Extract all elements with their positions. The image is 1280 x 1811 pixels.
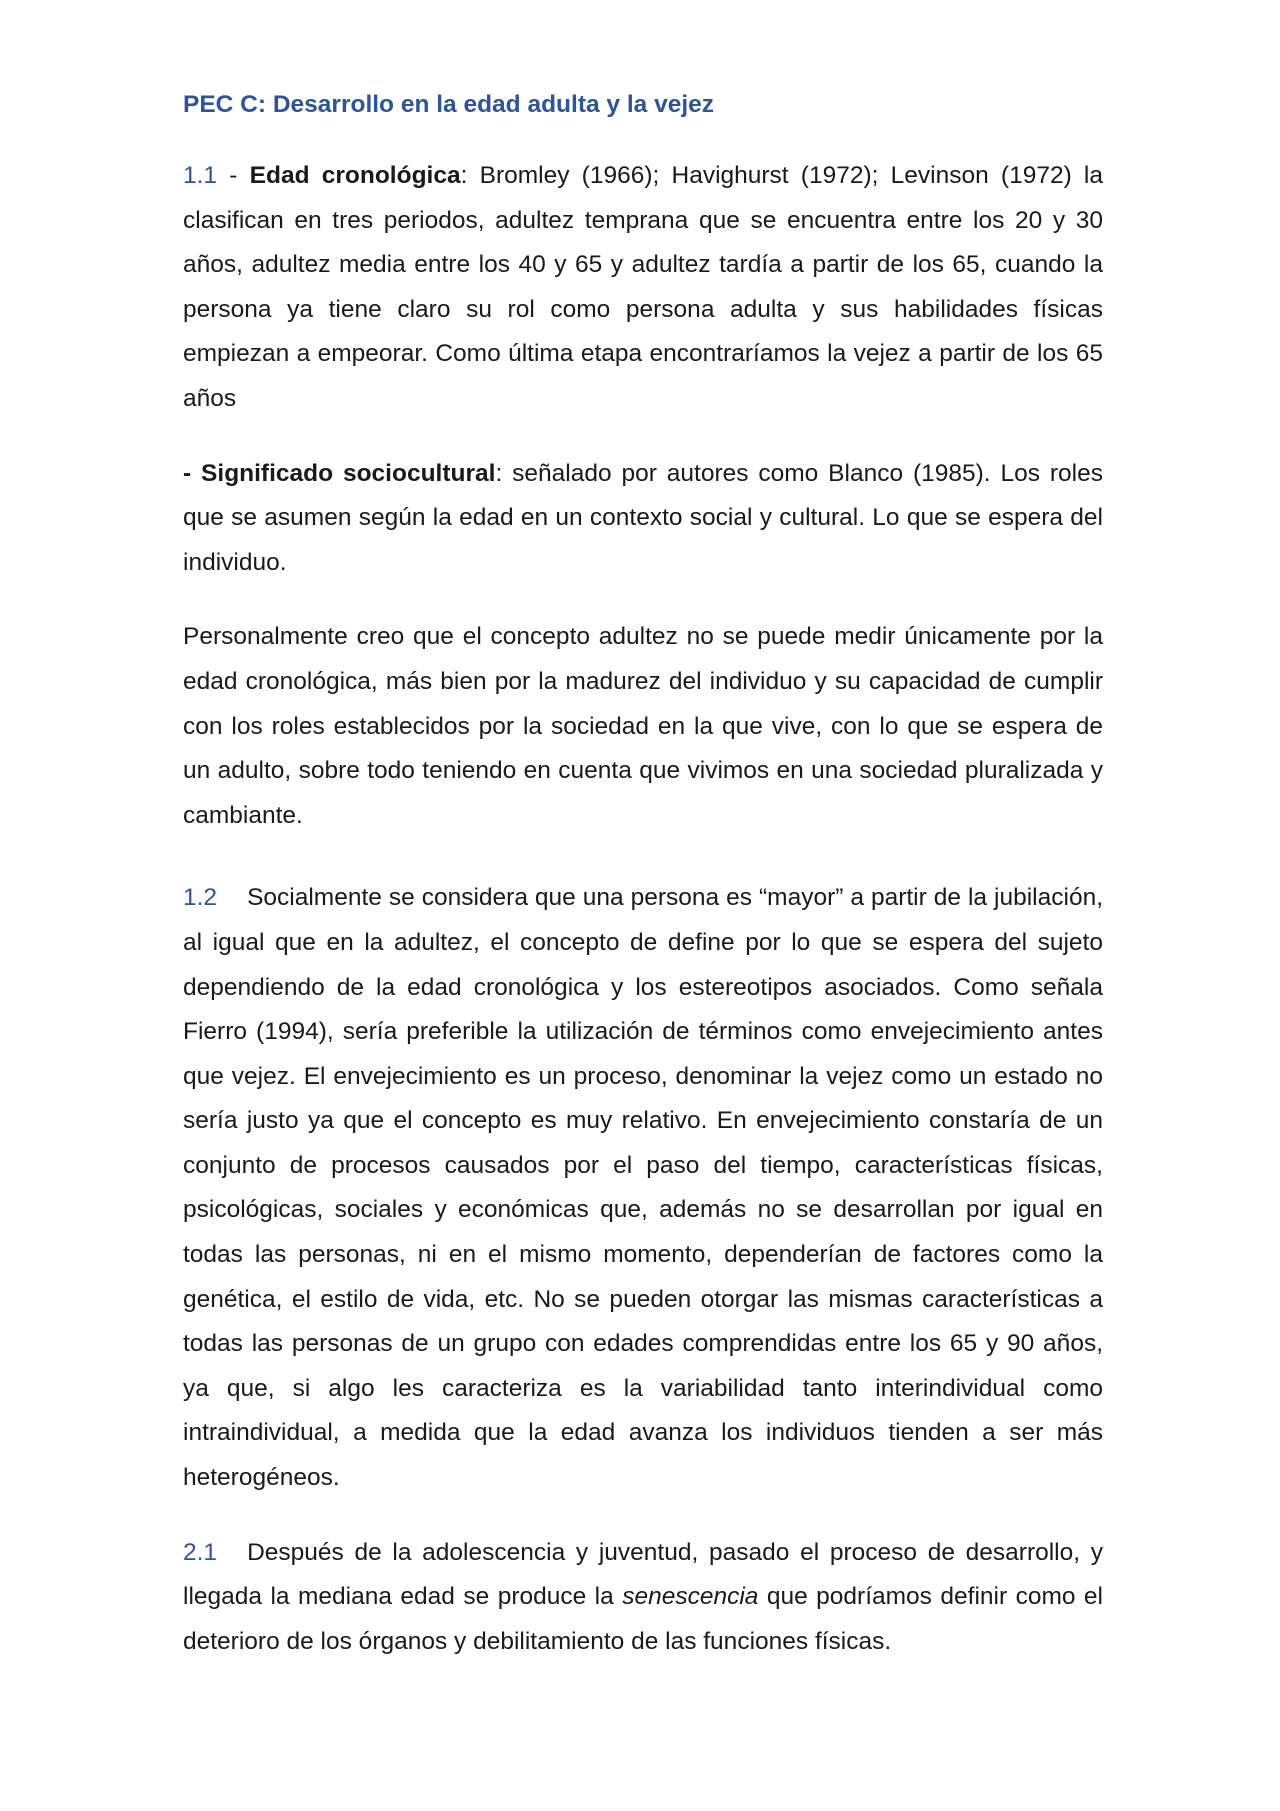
paragraph-text: Socialmente se considera que una persona es “mayor” a partir de la jubilación, al igual que en la adultez, el concepto de define por lo que se espera del sujeto dependiendo de la edad cronológica y los estereotipos asociados. Como señala Fierro (1994), sería preferible la utilización de términos como envejecimiento antes que vejez. El envejecimiento es un proceso, denominar la vejez como un estado no sería justo ya que el concepto es muy relativo. En envejecimiento constaría de un conjunto de procesos causados por el paso del tiempo, características físicas, psicológicas, sociales y económicas que, además no se desarrollan por igual en todas las personas, ni en el mismo momento, dependerían de factores como la genética, el estilo de vida, etc. No se pueden otorgar las mismas características a todas las personas de un grupo con edades comprendidas entre los 65 y 90 años, ya que, si algo les caracteriza es la variabilidad tanto interindividual como intraindividual, a medida que la edad avanza los individuos tienden a ser más heterogéneos.	[183, 884, 1103, 1492]
paragraph-text: : Bromley (1966); Havighurst (1972); Levinson (1972) la clasifican en tres periodos, adultez temprana que se encuentra entre los 20 y 30 años, adultez media entre los 40 y 65 y adultez tardía a partir de los 65, cuando la persona ya tiene claro su rol como persona adulta y sus habilidades físicas empiezan a empeorar. Como última etapa encontraríamos la vejez a partir de los 65 años	[183, 162, 1104, 412]
section-number-1-2: 1.2	[183, 884, 218, 912]
section-number-2-1: 2.1	[183, 1538, 218, 1566]
paragraph-text: : señalado por autores como Blanco (1985). Los roles que se asumen según la edad en un contexto social y cultural. Lo que se espera del individuo.	[183, 459, 1103, 576]
term-edad-cronologica: Edad cronológica	[249, 162, 461, 189]
paragraph-opinion	[183, 615, 1103, 838]
term-significado-sociocultural: - Significado sociocultural	[183, 459, 496, 487]
paragraph-text: Personalmente creo que el concepto adultez no se puede medir únicamente por la edad cronológica, más bien por la madurez del individuo y su capacidad de cumplir con los roles establecidos por la sociedad en la que vive, con lo que se espera de un adulto, sobre todo teniendo en cuenta que vivimos en una sociedad pluralizada y cambiante.	[183, 623, 1103, 829]
section-number-1-1: 1.1	[183, 162, 218, 189]
paragraph-text: Después de la adolescencia y juventud, pasado el proceso de desarrollo, y llegada la mediana edad se produce la	[183, 1538, 1103, 1611]
document-title: PEC C: Desarrollo en la edad adulta y la vejez	[183, 91, 715, 118]
term-senescencia: senescencia	[622, 1583, 759, 1611]
paragraph-text: que podríamos definir como el deterioro de los órganos y debilitamiento de las funciones físicas.	[183, 1583, 1103, 1655]
paragraph-significado-sociocultural	[183, 452, 1103, 586]
paragraph-1-2	[183, 876, 1103, 1500]
document-page	[183, 88, 1103, 1664]
paragraph-2-1	[183, 1531, 1103, 1665]
paragraph-1-1	[183, 154, 1103, 422]
separator: -	[217, 162, 250, 189]
